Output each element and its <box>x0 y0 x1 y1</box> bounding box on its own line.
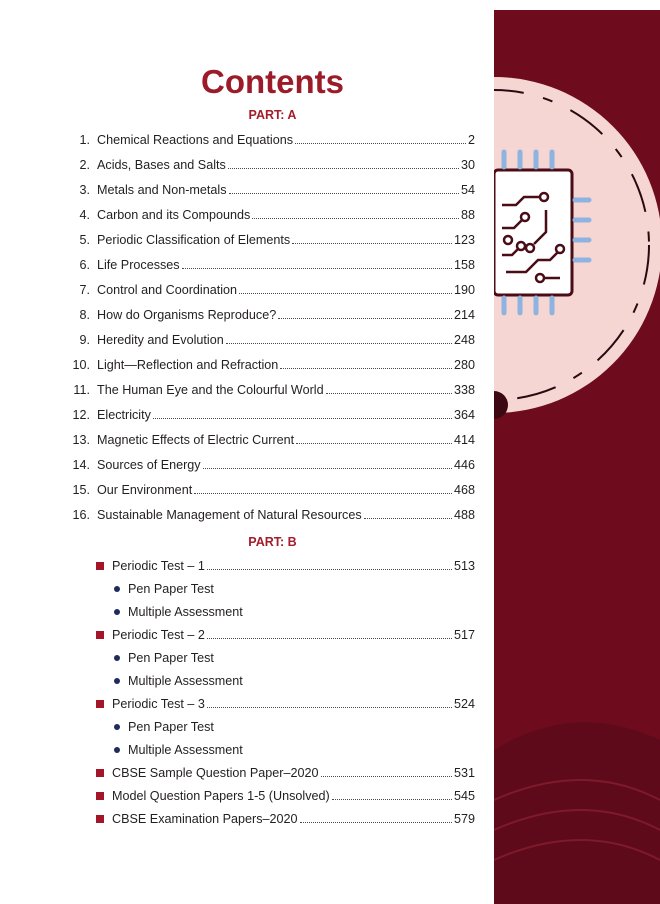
toc-row-title: Metals and Non-metals <box>97 183 227 197</box>
toc-row-number: 11. <box>73 383 90 397</box>
toc-row-page: 123 <box>453 233 475 247</box>
part-b-subitem <box>114 669 414 689</box>
toc-row-number: 6. <box>79 258 90 272</box>
dot-leader <box>153 417 452 419</box>
toc-row-page: 158 <box>453 258 475 272</box>
decorative-side-band <box>494 0 660 904</box>
toc-row-number: 3. <box>79 183 90 197</box>
toc-row-page: 280 <box>453 358 475 372</box>
square-bullet-icon <box>96 792 104 800</box>
part-b-entry-title: CBSE Examination Papers–2020 <box>112 812 298 826</box>
toc-row-title: Magnetic Effects of Electric Current <box>97 433 295 447</box>
toc-row-title: Light—Reflection and Refraction <box>97 358 279 372</box>
toc-row-page: 190 <box>453 283 475 297</box>
toc-row[interactable] <box>60 253 475 273</box>
dot-bullet-icon <box>114 609 120 615</box>
dot-leader <box>252 217 459 219</box>
toc-row-page: 446 <box>453 458 475 472</box>
dot-leader <box>229 192 459 194</box>
part-b-entry[interactable] <box>96 784 475 804</box>
toc-row-number: 15. <box>72 483 90 497</box>
part-b-subitem <box>114 600 414 620</box>
part-b-entry[interactable] <box>96 554 475 574</box>
part-b-subitem <box>114 738 414 758</box>
part-b-subitem-label: Pen Paper Test <box>128 582 214 596</box>
part-b-entry[interactable] <box>96 761 475 781</box>
toc-row[interactable] <box>60 128 475 148</box>
toc-row-title: Our Environment <box>97 483 193 497</box>
toc-row-page: 2 <box>467 133 475 147</box>
part-b-subitem-label: Multiple Assessment <box>128 674 243 688</box>
toc-row-title: Chemical Reactions and Equations <box>97 133 294 147</box>
dot-leader <box>364 517 452 519</box>
dot-leader <box>239 292 452 294</box>
toc-row-title: Life Processes <box>97 258 180 272</box>
square-bullet-icon <box>96 700 104 708</box>
dot-leader <box>280 367 452 369</box>
toc-row[interactable] <box>60 403 475 423</box>
toc-row-page: 214 <box>453 308 475 322</box>
toc-row-title: Heredity and Evolution <box>97 333 224 347</box>
part-b-entry-title: Periodic Test – 2 <box>112 628 205 642</box>
part-b-entry-page: 531 <box>453 766 475 780</box>
page-title: Contents <box>201 63 344 100</box>
square-bullet-icon <box>96 631 104 639</box>
dot-bullet-icon <box>114 586 120 592</box>
part-b-entry-page: 524 <box>453 697 475 711</box>
toc-row[interactable] <box>60 278 475 298</box>
toc-row[interactable] <box>60 178 475 198</box>
toc-row[interactable] <box>60 378 475 398</box>
dot-leader <box>300 821 452 823</box>
part-b-entry-title: Periodic Test – 1 <box>112 559 205 573</box>
part-b-entry-page: 579 <box>453 812 475 826</box>
dot-bullet-icon <box>114 678 120 684</box>
part-b-heading: PART: B <box>248 535 297 549</box>
part-b-entry-page: 517 <box>453 628 475 642</box>
part-a-heading: PART: A <box>248 108 297 122</box>
part-b-entry[interactable] <box>96 807 475 827</box>
toc-row[interactable] <box>60 478 475 498</box>
dot-leader <box>182 267 452 269</box>
toc-row-title: Sustainable Management of Natural Resources <box>97 508 362 522</box>
toc-row-number: 10. <box>72 358 90 372</box>
toc-row[interactable] <box>60 353 475 373</box>
dot-leader <box>207 568 452 570</box>
part-b-subitem <box>114 715 414 735</box>
toc-row-number: 8. <box>79 308 90 322</box>
part-b-subitem <box>114 646 414 666</box>
dot-leader <box>203 467 452 469</box>
toc-row-page: 414 <box>453 433 475 447</box>
toc-row-number: 14. <box>72 458 90 472</box>
toc-row[interactable] <box>60 153 475 173</box>
part-b-entry-title: CBSE Sample Question Paper–2020 <box>112 766 319 780</box>
toc-row-number: 2. <box>79 158 90 172</box>
part-b-entry[interactable] <box>96 692 475 712</box>
part-b-subitem-label: Pen Paper Test <box>128 651 214 665</box>
toc-row-number: 9. <box>79 333 90 347</box>
toc-row-title: Acids, Bases and Salts <box>97 158 226 172</box>
toc-row-page: 488 <box>453 508 475 522</box>
dot-bullet-icon <box>114 724 120 730</box>
toc-row-title: The Human Eye and the Colourful World <box>97 383 324 397</box>
toc-row-number: 5. <box>79 233 90 247</box>
toc-row-title: How do Organisms Reproduce? <box>97 308 277 322</box>
dot-leader <box>226 342 452 344</box>
toc-row[interactable] <box>60 228 475 248</box>
dot-leader <box>326 392 452 394</box>
part-b-subitem-label: Multiple Assessment <box>128 605 243 619</box>
square-bullet-icon <box>96 815 104 823</box>
dot-bullet-icon <box>114 655 120 661</box>
dot-leader <box>207 637 452 639</box>
dot-leader <box>321 775 452 777</box>
toc-row[interactable] <box>60 328 475 348</box>
toc-row-title: Carbon and its Compounds <box>97 208 251 222</box>
part-b-entry[interactable] <box>96 623 475 643</box>
part-b-subitem-label: Pen Paper Test <box>128 720 214 734</box>
square-bullet-icon <box>96 769 104 777</box>
toc-row-number: 12. <box>72 408 90 422</box>
dot-leader <box>292 242 452 244</box>
dot-leader <box>278 317 452 319</box>
toc-row-number: 7. <box>79 283 90 297</box>
toc-row-number: 13. <box>72 433 90 447</box>
part-b-entry-title: Periodic Test – 3 <box>112 697 205 711</box>
toc-row-page: 248 <box>453 333 475 347</box>
part-b-subitem <box>114 577 414 597</box>
toc-row-number: 1. <box>79 133 90 147</box>
square-bullet-icon <box>96 562 104 570</box>
toc-row-number: 16. <box>72 508 90 522</box>
toc-row-page: 30 <box>460 158 475 172</box>
part-b-subitem-label: Multiple Assessment <box>128 743 243 757</box>
toc-row-number: 4. <box>79 208 90 222</box>
toc-row-title: Control and Coordination <box>97 283 238 297</box>
dot-leader <box>332 798 452 800</box>
dot-leader <box>207 706 452 708</box>
toc-row[interactable] <box>60 203 475 223</box>
toc-row-page: 364 <box>453 408 475 422</box>
toc-row-title: Electricity <box>97 408 151 422</box>
toc-row[interactable] <box>60 428 475 448</box>
part-b-entry-title: Model Question Papers 1-5 (Unsolved) <box>112 789 330 803</box>
toc-row[interactable] <box>60 303 475 323</box>
dot-leader <box>295 142 466 144</box>
toc-row[interactable] <box>60 453 475 473</box>
toc-row-page: 88 <box>460 208 475 222</box>
dot-bullet-icon <box>114 747 120 753</box>
toc-row-title: Sources of Energy <box>97 458 201 472</box>
toc-row-title: Periodic Classification of Elements <box>97 233 291 247</box>
toc-row-page: 54 <box>460 183 475 197</box>
dot-leader <box>296 442 452 444</box>
toc-row-page: 468 <box>453 483 475 497</box>
toc-row[interactable] <box>60 503 475 523</box>
dot-leader <box>228 167 459 169</box>
toc-row-page: 338 <box>453 383 475 397</box>
part-b-entry-page: 545 <box>453 789 475 803</box>
part-b-entry-page: 513 <box>453 559 475 573</box>
dot-leader <box>194 492 452 494</box>
